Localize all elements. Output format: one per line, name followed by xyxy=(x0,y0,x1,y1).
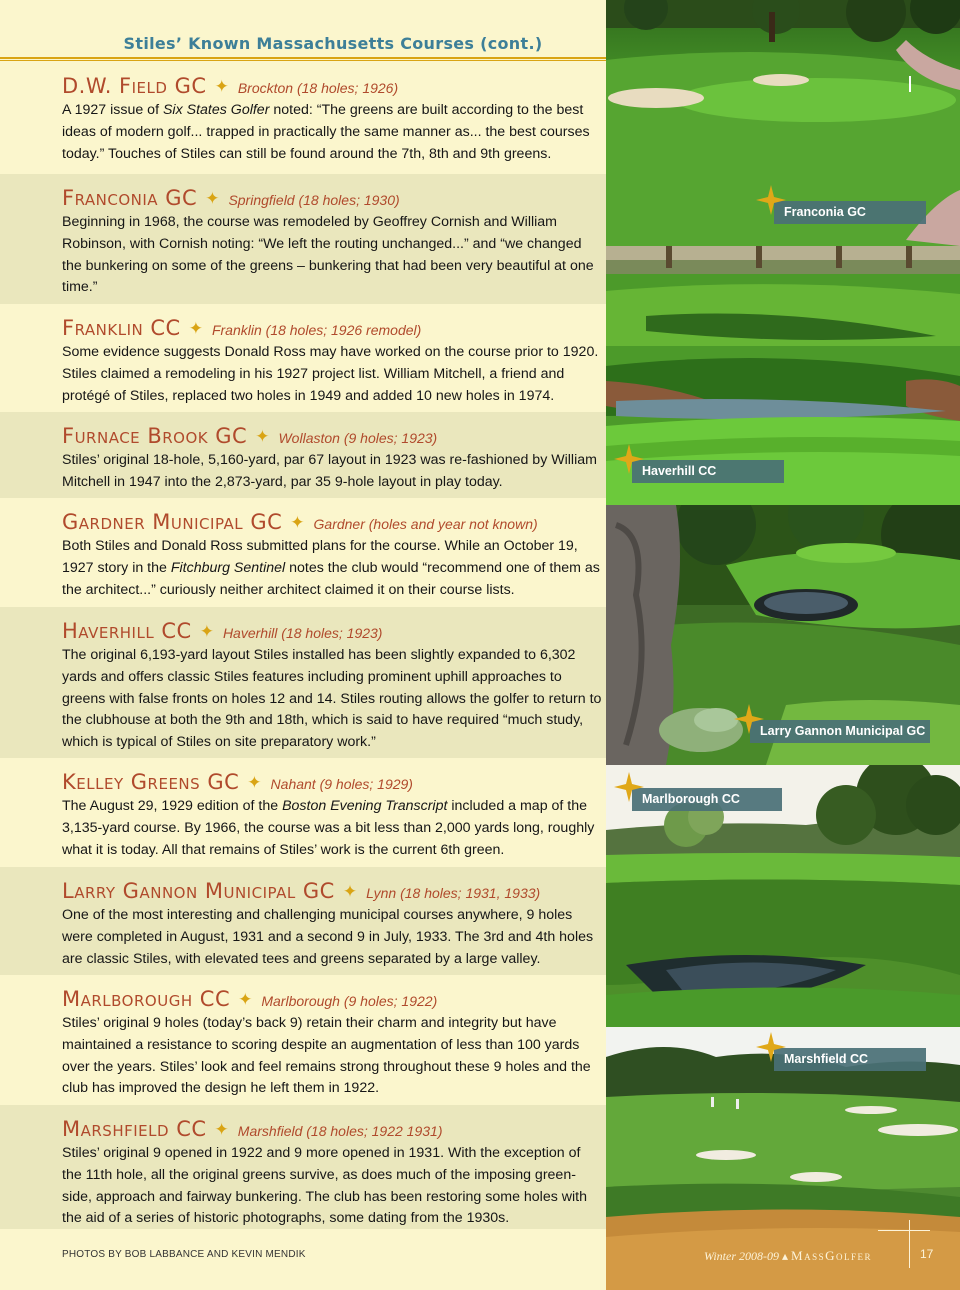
course-meta: Marshfield (18 holes; 1922 1931) xyxy=(237,1123,443,1139)
header-rule xyxy=(0,57,606,61)
page-folio xyxy=(606,1230,960,1290)
course-name: Haverhill CC xyxy=(62,619,192,643)
course-description: One of the most interesting and challenging municipal courses anywhere, 9 holes were completed in August, 1931 and a second 9 in July, 1933. The 3rd and 4th holes are classic Stiles, with elevated tees and greens separated by a large valley. xyxy=(62,907,594,967)
star-icon xyxy=(756,185,786,215)
course-meta: Gardner (holes and year not known) xyxy=(313,516,538,532)
course-meta: Lynn (18 holes; 1931, 1933) xyxy=(366,885,541,901)
course-description: The original 6,193-yard layout Stiles installed has been slightly expanded to 6,302 yards and offers classic Stiles features including prominent uphill approaches to greens with false fronts on holes 12 and 14. Stiles routing allows the golfer to return to the clubhouse at both the 9th and 18th, which is said to have required “much study, which is typical of Stiles on site preparatory work.” xyxy=(62,647,602,751)
course-entry-furnace-brook xyxy=(0,412,606,498)
course-entry-franconia xyxy=(0,174,606,304)
course-meta: Haverhill (18 holes; 1923) xyxy=(222,625,383,641)
course-meta: Brockton (18 holes; 1926) xyxy=(237,80,399,96)
photo-caption-franconia: Franconia GC xyxy=(774,201,926,224)
course-entry-dw-field xyxy=(0,62,606,174)
course-entry-haverhill xyxy=(0,607,606,758)
photo-column xyxy=(606,0,960,1290)
course-description: Stiles’ original 18-hole, 5,160-yard, par 67 layout in 1923 was re-fashioned by William Mitchell in 1947 into the 2,873-yard, par 35 9-hole layout in play today. xyxy=(62,452,597,490)
course-entry-kelley-greens xyxy=(0,758,606,867)
star-icon: ✦ xyxy=(247,773,262,792)
course-name: Kelley Greens GC xyxy=(62,770,240,794)
star-icon xyxy=(756,1032,786,1062)
photo-caption-haverhill: Haverhill CC xyxy=(632,460,784,483)
page-title: Stiles’ Known Massachusetts Courses (cont.) xyxy=(123,34,543,53)
star-icon xyxy=(734,704,764,734)
course-entry-marshfield xyxy=(0,1105,606,1229)
star-icon: ✦ xyxy=(290,513,305,532)
course-name: Marshfield CC xyxy=(62,1117,207,1141)
folio-divider xyxy=(909,1220,910,1268)
course-meta: Franklin (18 holes; 1926 remodel) xyxy=(211,322,422,338)
photo-caption-marshfield: Marshfield CC xyxy=(774,1048,926,1071)
course-description: Stiles’ original 9 holes (today’s back 9) retain their charm and integrity but have maintained a resistance to scoring despite an augmentation of less than 100 yards over the years. Stiles’ look and feel remains strong throughout these 9 holes and the club has improved the design he left them in 1922. xyxy=(62,1015,591,1097)
photo-caption-marlborough: Marlborough CC xyxy=(632,788,782,811)
star-icon xyxy=(614,772,644,802)
photo-caption-larry-gannon: Larry Gannon Municipal GC xyxy=(750,720,930,743)
folio-brand: MassGolfer xyxy=(791,1248,872,1263)
course-name: Franconia GC xyxy=(62,186,198,210)
star-icon xyxy=(614,444,644,474)
folio-dot-icon: ▴ xyxy=(782,1249,789,1263)
star-icon: ✦ xyxy=(205,189,220,208)
course-meta: Marlborough (9 holes; 1922) xyxy=(261,993,438,1009)
course-entry-franklin xyxy=(0,304,606,412)
course-description: Stiles’ original 9 opened in 1922 and 9 more opened in 1931. With the exception of the 11th hole, all the original greens survive, as does much of the imposing green-side, approach and fairway bunkering. The club has been restoring some holes with the aid of a series of historic photographs, some dating from the 1930s. xyxy=(62,1145,587,1227)
star-icon: ✦ xyxy=(199,622,214,641)
course-meta: Nahant (9 holes; 1929) xyxy=(270,776,413,792)
course-description: Some evidence suggests Donald Ross may have worked on the course prior to 1920. Stiles claimed a remodeling in his 1927 project list. William Mitchell, a friend and protégé of Stiles, replaced two holes in 1949 and added 10 new holes in 1974. xyxy=(62,344,599,404)
course-name: Furnace Brook GC xyxy=(62,424,248,448)
course-name: Larry Gannon Municipal GC xyxy=(62,879,335,903)
course-entry-larry-gannon xyxy=(0,867,606,975)
course-description: Both Stiles and Donald Ross submitted plans for the course. While an October 19, 1927 story in the Fitchburg Sentinel notes the club would “recommend one of them as the architect...” curiously neither architect claimed it on their course lists. xyxy=(62,538,600,598)
star-icon: ✦ xyxy=(214,1120,229,1139)
course-entry-marlborough xyxy=(0,975,606,1105)
folio-season: Winter 2008-09 xyxy=(704,1249,779,1263)
folio-rule xyxy=(878,1230,930,1231)
course-meta: Springfield (18 holes; 1930) xyxy=(228,192,400,208)
course-description: A 1927 issue of Six States Golfer noted: “The greens are built according to the best ideas of modern golf... trapped in practically the same manner as... the best courses today.” Touches of Stiles can still be found around the 7th, 8th and 9th greens. xyxy=(62,102,590,162)
page-number: 17 xyxy=(920,1247,934,1261)
star-icon: ✦ xyxy=(342,882,358,901)
course-entry-gardner xyxy=(0,498,606,607)
star-icon: ✦ xyxy=(188,319,203,338)
course-name: D.W. Field GC xyxy=(62,74,207,98)
course-description: The August 29, 1929 edition of the Boston Evening Transcript included a map of the 3,135-yard course. By 1966, the course was a bit less than 2,000 yards long, roughly what it is today. All that remains of Stiles’ work is the current 6th green. xyxy=(62,798,595,858)
course-meta: Wollaston (9 holes; 1923) xyxy=(278,430,438,446)
page-header xyxy=(0,0,606,62)
photo-credit: PHOTOS BY BOB LABBANCE AND KEVIN MENDIK xyxy=(62,1249,306,1260)
course-name: Marlborough CC xyxy=(62,987,231,1011)
star-icon: ✦ xyxy=(255,427,270,446)
star-icon: ✦ xyxy=(214,77,229,96)
course-description: Beginning in 1968, the course was remodeled by Geoffrey Cornish and William Robinson, with Cornish noting: “We left the routing unchanged...” and “we changed the bunkering on some of the greens – bunkering that had been very beautiful at one time.” xyxy=(62,214,594,296)
course-name: Franklin CC xyxy=(62,316,181,340)
course-name: Gardner Municipal GC xyxy=(62,510,283,534)
folio-issue xyxy=(704,1248,872,1264)
star-icon: ✦ xyxy=(238,990,253,1009)
